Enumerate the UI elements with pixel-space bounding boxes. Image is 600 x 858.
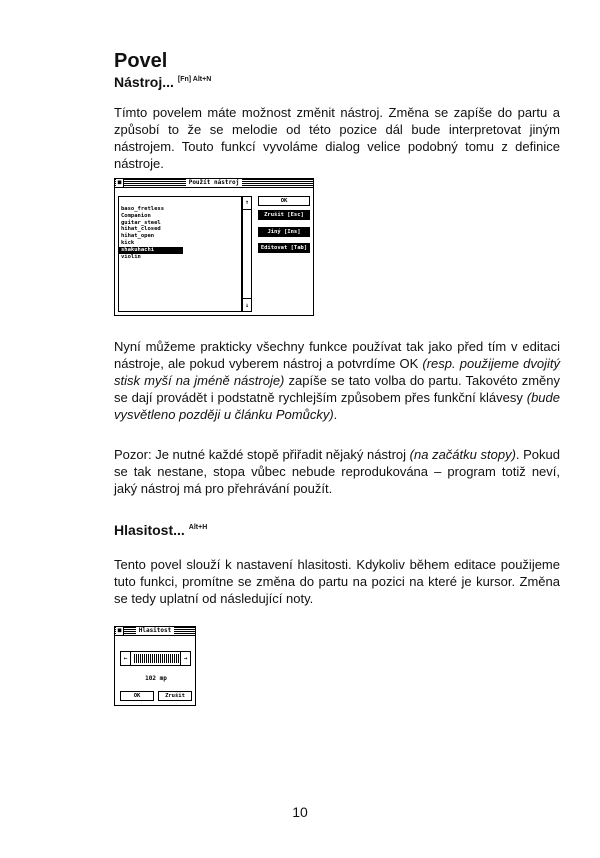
volume-slider[interactable] — [120, 651, 191, 666]
section-title-nastroj — [114, 74, 211, 90]
scroll-down-arrow-icon[interactable]: ↓ — [245, 302, 249, 309]
list-item[interactable]: baso_fretless — [121, 206, 165, 212]
paragraph-nastroj: Tímto povelem máte možnost změnit nástroj. Změna se zapíše do partu a způsobí to že se melodie od této pozice dál bude interpretovat jiným nástrojem. Touto funkcí vyvoláme dialog velice podobný tomu z definice nástroje. — [114, 105, 560, 171]
slider-right-arrow-icon[interactable]: → — [180, 652, 190, 665]
section-title-text: Nástroj... — [114, 74, 174, 90]
usage-text-3: . — [333, 407, 338, 422]
instrument-dialog — [114, 178, 314, 316]
dialog-title: Použít nástroj — [186, 179, 243, 186]
usage-italic-2: (bude vysvětleno později u článku Pomůcky) — [114, 390, 560, 422]
section-title-text: Hlasitost... — [114, 522, 185, 538]
ok-button[interactable]: OK — [120, 691, 154, 701]
dialog-titlebar — [115, 627, 195, 636]
usage-text-1: Nyní můžeme prakticky všechny funkce používat tak jako před tím v editaci nástroje, ale pokud vyberem nástroj a potvrdíme OK — [114, 339, 560, 371]
close-box-icon[interactable]: ■ — [116, 627, 124, 635]
list-item[interactable]: shakuhachi — [119, 247, 183, 254]
slider-left-arrow-icon[interactable]: ← — [121, 652, 131, 665]
shortcut-label: Alt+H — [188, 524, 208, 531]
page-number: 10 — [292, 804, 308, 820]
list-item[interactable]: guitar_steel — [121, 219, 161, 226]
usage-italic-1: (resp. použijeme dvojitý stisk myší na jméně nástroje) — [114, 356, 560, 388]
edit-button[interactable]: Editovat [Tab] — [258, 243, 310, 253]
shortcut-label: [Fn] Alt+N — [177, 76, 212, 83]
dialog-title: Hlasitost — [136, 627, 175, 634]
ok-button[interactable]: OK — [258, 196, 310, 206]
cancel-button[interactable]: Zrušit — [158, 691, 192, 701]
volume-readout — [115, 675, 197, 682]
paragraph-warning — [114, 446, 560, 497]
list-scrollbar[interactable] — [242, 196, 252, 312]
list-item[interactable]: hihat_closed — [121, 226, 161, 233]
other-button[interactable]: Jiný [Ins] — [258, 227, 310, 237]
warning-text-1: Pozor: Je nutné každé stopě přiřadit nějaký nástroj — [114, 447, 410, 462]
warning-italic-1: (na začátku stopy) — [409, 447, 516, 462]
paragraph-hlasitost: Tento povel slouží k nastavení hlasitosti. Kdykoliv během editace použijeme tuto funkci, promítne se změna do partu na pozici na které je kursor. Změna se tedy uplatní od následující noty. — [114, 557, 560, 606]
section-title-hlasitost — [114, 522, 207, 538]
page-heading: Povel — [114, 50, 168, 72]
usage-text-2: zapíše se tato volba do partu. Takovéto změny se dají provádět i podstatně rychlejším způsobem přes funkční klávesy — [114, 373, 560, 405]
instrument-list-items — [119, 197, 241, 260]
dialog-titlebar — [115, 179, 313, 188]
scroll-up-arrow-icon[interactable]: ↑ — [245, 199, 249, 206]
volume-unit: mp — [159, 675, 167, 682]
list-item[interactable]: violin — [121, 253, 141, 260]
list-item[interactable]: Companion — [121, 212, 151, 219]
list-item[interactable]: hihat_open — [121, 233, 155, 240]
cancel-button[interactable]: Zrušit [Esc] — [258, 210, 310, 220]
volume-dialog — [114, 626, 196, 706]
instrument-list[interactable] — [118, 196, 242, 312]
volume-value: 102 — [145, 675, 156, 682]
warning-text-2: . Pokud se tak nestane, stopa vůbec nebude reprodukována – program totiž neví, jaký nástroj má pro přehrávání použít. — [114, 447, 561, 496]
slider-track[interactable] — [133, 654, 181, 663]
close-box-icon[interactable]: ■ — [116, 179, 124, 187]
list-item[interactable]: kick — [121, 239, 135, 246]
paragraph-usage — [114, 338, 560, 423]
